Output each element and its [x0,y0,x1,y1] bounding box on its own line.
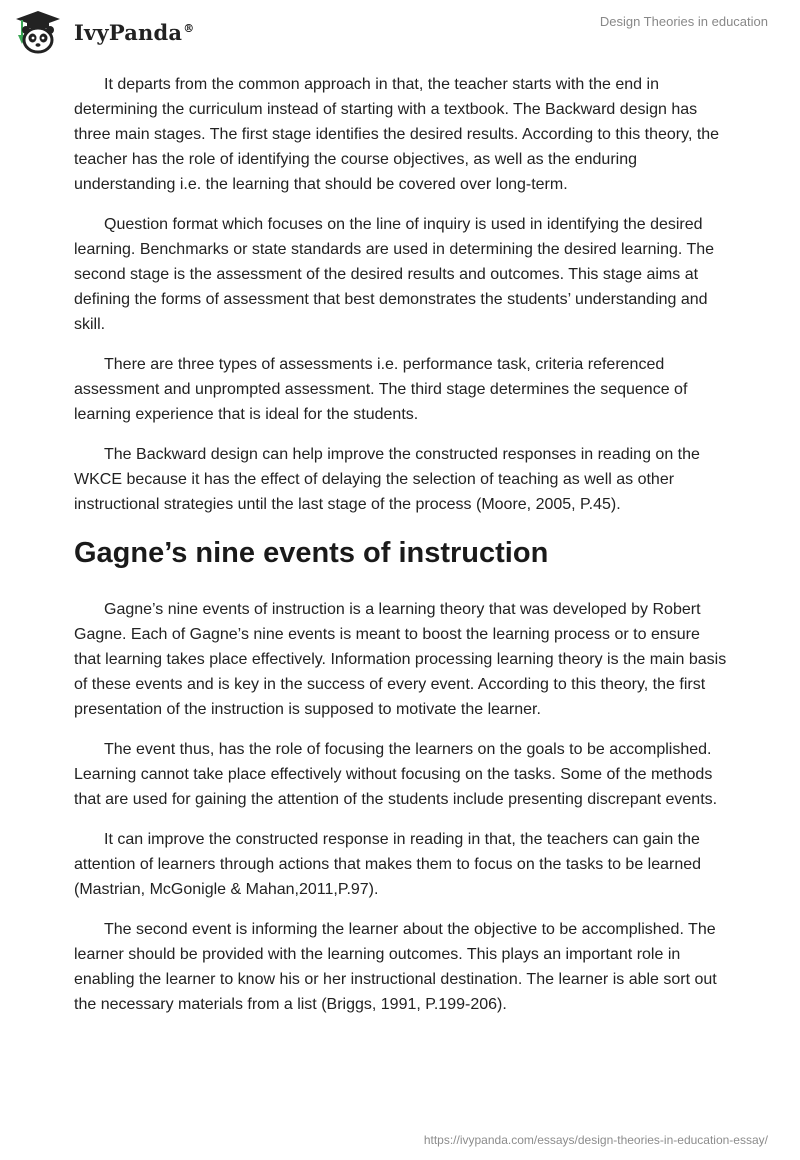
paragraph: It can improve the constructed response in reading in that, the teachers can gain the attention of learners through actions that makes them to focus on the tasks to be learned (Mastrian, McGonigle & Mahan,2011,P.97). [74,831,702,898]
page-header [0,0,800,64]
paragraph: There are three types of assessments i.e. performance task, criteria referenced assessment and unprompted assessment. The third stage determines the sequence of learning experience that is ideal for the students. [74,356,688,423]
paragraph: Question format which focuses on the line of inquiry is used in identifying the desired learning. Benchmarks or state standards are used in determining the desired learning. The second stage is the assessment of the desired results and outcomes. This stage aims at defining the forms of assessment that best demonstrates the students’ understanding and skill. [74,216,715,333]
panda-logo-icon [14,9,70,55]
paragraph: The second event is informing the learner about the objective to be accomplished. The learner should be provided with the learning outcomes. This plays an important role in enabling the learner to know his or her instructional destination. The learner is able sort out the necessary materials from a list (Briggs, 1991, P.199-206). [74,921,717,1013]
logo-link[interactable] [14,9,194,55]
document-title: Design Theories in education [599,14,768,29]
paragraph: It departs from the common approach in that, the teacher starts with the end in determining the curriculum instead of starting with a textbook. The Backward design has three main stages. The first stage identifies the desired results. According to this theory, the teacher has the role of identifying the course objectives, as well as the enduring understanding i.e. the learning that should be covered over long-term. [74,76,720,193]
paragraph: Gagne’s nine events of instruction is a learning theory that was developed by Robert Gagne. Each of Gagne’s nine events is meant to boost the learning process or to ensure that learning takes place effectively. Information processing learning theory is the main basis of these events and is key in the success of every event. According to this theory, the first presentation of the instruction is supposed to motivate the learner. [74,601,727,718]
paragraph: The event thus, has the role of focusing the learners on the goals to be accomplished. Learning cannot take place effectively without focusing on the tasks. Some of the methods that are used for gaining the attention of the students include presenting discrepant events. [74,741,718,808]
brand-name: IvyPanda® [74,19,195,45]
section-heading: Gagne’s nine events of instruction [74,537,549,569]
essay-content [74,72,728,1032]
source-url-link[interactable]: https://ivypanda.com/essays/design-theories-in-education-essay/ [423,1133,768,1147]
paragraph: The Backward design can help improve the constructed responses in reading on the WKCE because it has the effect of delaying the selection of teaching as well as other instructional strategies until the last stage of the process (Moore, 2005, P.45). [74,446,700,513]
